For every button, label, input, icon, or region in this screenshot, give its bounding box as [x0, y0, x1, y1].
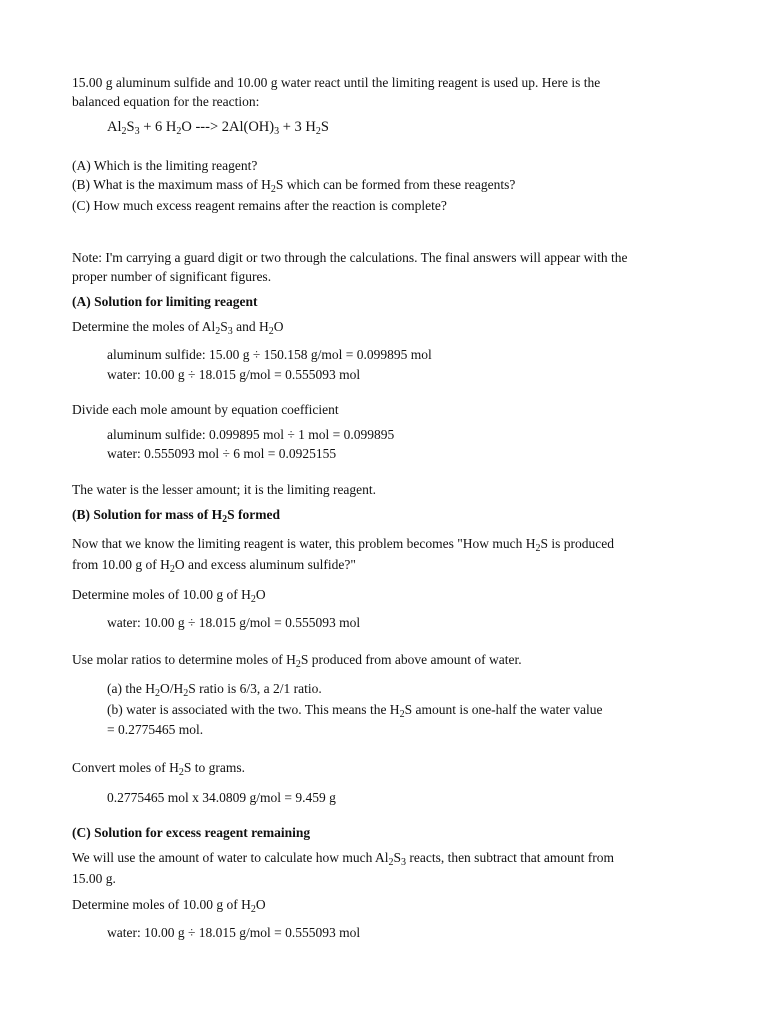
part-b-ratio-a: (a) the $H_2O/H_2S$ ratio is 6/3, a 2/1 ratio.	[107, 681, 322, 699]
part-b-ratio-intro: Use molar ratios to determine moles of $H_2S$ produced from above amount of water.	[72, 652, 522, 670]
part-a-div-1: aluminum sulfide: 0.099895 mol ÷ 1 mol = 0.099895	[107, 427, 395, 442]
part-b-ratio-b: (b) water is associated with the two. This means the $H_2S$ amount is one-half the water value	[107, 702, 603, 720]
part-c-para-line-1: We will use the amount of water to calculate how much $Al_2S_3$ reacts, then subtract that amount from	[72, 850, 615, 868]
part-b-convert: Convert moles of $H_2S$ to grams.	[72, 760, 246, 778]
part-a-heading: (A) Solution for limiting reagent	[72, 294, 258, 309]
part-b-convert-calc: 0.2775465 mol x 34.0809 g/mol = 9.459 g	[107, 790, 336, 805]
part-c-determine: Determine moles of 10.00 g of $H_2O$	[72, 897, 266, 915]
part-a-determine: Determine the moles of $Al_2S_3$ and $H_2O$	[72, 319, 284, 337]
part-a-calc-2: water: 10.00 g ÷ 18.015 g/mol = 0.555093 mol	[107, 367, 361, 382]
intro-line-1: 15.00 g aluminum sulfide and 10.00 g water react until the limiting reagent is used up. Here is the	[72, 75, 601, 90]
balanced-equation: $Al_2S_3 + 6$ $H_2O$ ---> $2Al(OH)_3 + 3$ $H_2S$	[107, 119, 329, 137]
part-b-heading: (B) Solution for mass of $H_2S$ formed	[72, 507, 281, 525]
part-b-calc: water: 10.00 g ÷ 18.015 g/mol = 0.555093 mol	[107, 615, 361, 630]
part-b-ratio-b-result: = 0.2775465 mol.	[107, 722, 204, 737]
intro-line-2: balanced equation for the reaction:	[72, 94, 260, 109]
part-a-conclusion: The water is the lesser amount; it is the limiting reagent.	[72, 482, 377, 497]
part-a-calc-1: aluminum sulfide: 15.00 g ÷ 150.158 g/mol = 0.099895 mol	[107, 347, 432, 362]
part-c-para-line-2: 15.00 g.	[72, 871, 116, 886]
note-line-1: Note: I'm carrying a guard digit or two through the calculations. The final answers will appear with the	[72, 250, 628, 265]
note-line-2: proper number of significant figures.	[72, 269, 272, 284]
part-c-heading: (C) Solution for excess reagent remaining	[72, 825, 311, 840]
part-a-div-2: water: 0.555093 mol ÷ 6 mol = 0.0925155	[107, 446, 337, 461]
part-a-divide: Divide each mole amount by equation coefficient	[72, 402, 339, 417]
part-c-calc: water: 10.00 g ÷ 18.015 g/mol = 0.555093 mol	[107, 925, 361, 940]
question-c: (C) How much excess reagent remains after the reaction is complete?	[72, 198, 447, 213]
part-b-para-line-1: Now that we know the limiting reagent is water, this problem becomes "How much $H_2S$ is produced	[72, 536, 614, 554]
question-b: (B) What is the maximum mass of $H_2S$ which can be formed from these reagents?	[72, 177, 516, 195]
part-b-determine: Determine moles of 10.00 g of $H_2O$	[72, 587, 266, 605]
part-b-para-line-2: from 10.00 g of $H_2O$ and excess aluminum sulfide?"	[72, 557, 356, 575]
question-a: (A) Which is the limiting reagent?	[72, 158, 258, 173]
